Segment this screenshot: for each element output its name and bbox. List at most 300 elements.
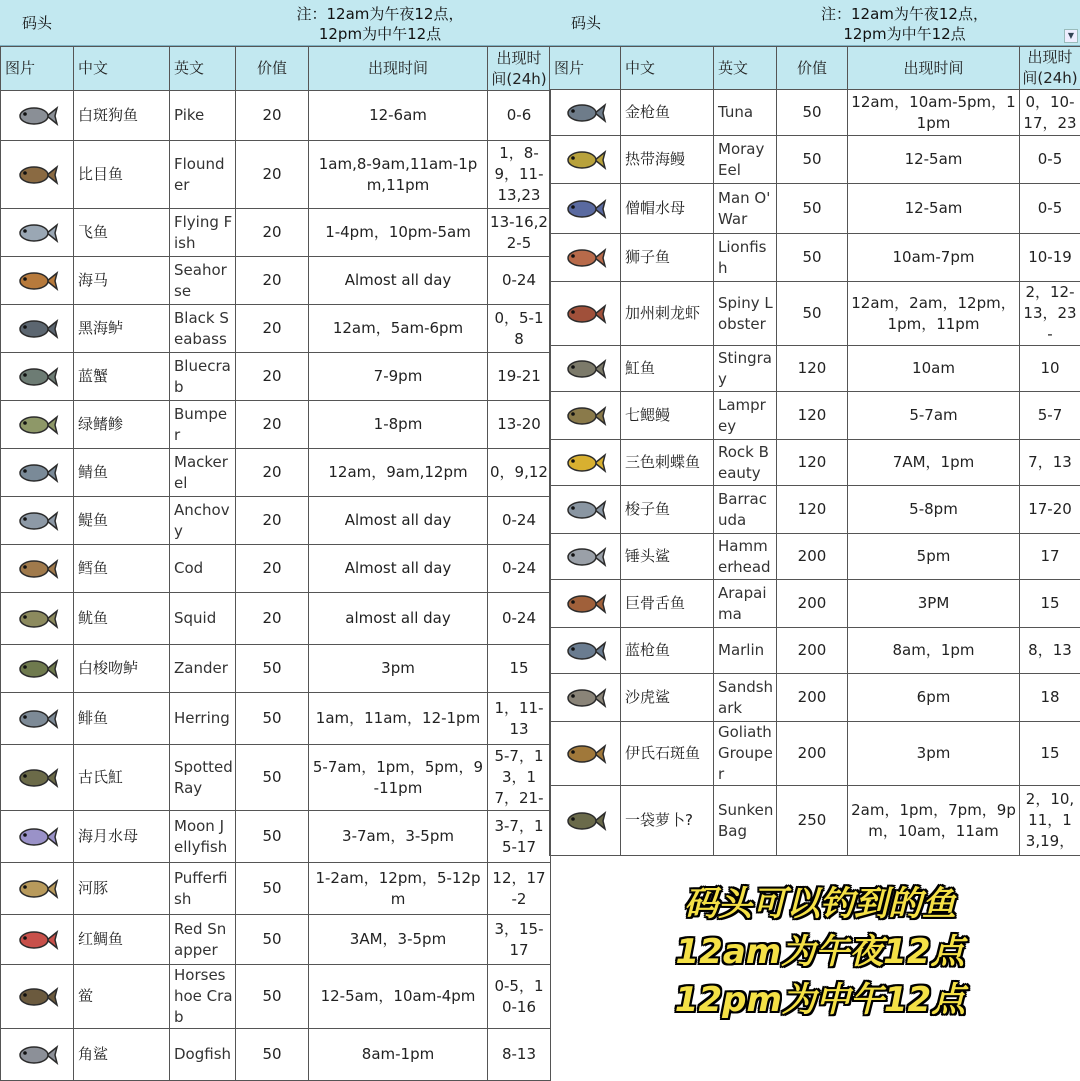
fish-time: 12am，5am-6pm	[309, 305, 488, 353]
fish-value: 120	[777, 440, 848, 486]
fish-value: 120	[777, 392, 848, 440]
fish-value: 120	[777, 346, 848, 392]
fish-time: 3-7am，3-5pm	[309, 811, 488, 863]
fish-name-en: Flying Fish	[170, 209, 236, 257]
fish-value: 200	[777, 674, 848, 722]
table-row	[1, 209, 551, 257]
right-note	[729, 4, 1080, 44]
fish-name-cn: 飞鱼	[74, 209, 170, 257]
fish-name-en: Sandshark	[714, 674, 777, 722]
fish-name-cn: 绿鳍鲹	[74, 401, 170, 449]
right-note-line2: 12pm为中午12点	[729, 24, 1080, 44]
fish-time24: 0-24	[488, 545, 551, 593]
fish-time24: 0-24	[488, 257, 551, 305]
fish-name-en: Lamprey	[714, 392, 777, 440]
fish-image-cell	[550, 486, 621, 534]
fish-name-en: Arapaima	[714, 580, 777, 628]
fish-time24: 1，8-9，11-13,23	[488, 141, 551, 209]
table-row	[1, 545, 551, 593]
fish-name-en: Red Snapper	[170, 915, 236, 965]
fish-time: 12-5am	[848, 136, 1020, 184]
right-fish-table	[549, 46, 1080, 856]
caption-line1: 码头可以钓到的鱼	[560, 880, 1080, 928]
fish-time24: 13-20	[488, 401, 551, 449]
fish-time24: 18	[1020, 674, 1080, 722]
fish-time24: 0，5-18	[488, 305, 551, 353]
table-row	[1, 305, 551, 353]
fish-image-cell	[550, 136, 621, 184]
fish-value: 50	[236, 693, 309, 745]
fish-time: Almost all day	[309, 545, 488, 593]
fish-name-en: Barracuda	[714, 486, 777, 534]
fish-time: 12-5am，10am-4pm	[309, 965, 488, 1029]
fish-time24: 0-6	[488, 91, 551, 141]
fish-name-en: Spiny Lobster	[714, 282, 777, 346]
fish-name-en: Hammerhead	[714, 534, 777, 580]
fish-time: 1-8pm	[309, 401, 488, 449]
fish-value: 20	[236, 593, 309, 645]
table-row	[550, 90, 1080, 136]
fish-value: 20	[236, 497, 309, 545]
caption-overlay	[560, 880, 1080, 1024]
fish-name-cn: 狮子鱼	[621, 234, 714, 282]
table-row	[1, 141, 551, 209]
fish-name-en: Sunken Bag	[714, 786, 777, 856]
left-note-line2: 12pm为中午12点	[210, 24, 550, 44]
fish-value: 50	[777, 136, 848, 184]
fish-value: 50	[236, 811, 309, 863]
fish-name-cn: 巨骨舌鱼	[621, 580, 714, 628]
table-row	[1, 497, 551, 545]
fish-time24: 8-13	[488, 1029, 551, 1081]
fish-time24: 17	[1020, 534, 1080, 580]
fish-name-cn: 鱿鱼	[74, 593, 170, 645]
left-header-row	[1, 47, 551, 91]
right-note-line1: 注：12am为午夜12点，	[729, 4, 1080, 24]
fish-name-en: Pufferfish	[170, 863, 236, 915]
fish-time24: 0-5	[1020, 136, 1080, 184]
fish-name-en: Pike	[170, 91, 236, 141]
table-row	[1, 353, 551, 401]
fish-name-cn: 蓝枪鱼	[621, 628, 714, 674]
fish-time24: 0，10-17，23	[1020, 90, 1080, 136]
fish-name-en: Spotted Ray	[170, 745, 236, 811]
header-time: 出现时间	[848, 47, 1020, 90]
fish-image-cell	[550, 440, 621, 486]
fish-image-cell	[550, 90, 621, 136]
fish-icon	[563, 681, 607, 715]
fish-name-en: Herring	[170, 693, 236, 745]
fish-name-cn: 海月水母	[74, 811, 170, 863]
fish-time24: 3-7，15-17	[488, 811, 551, 863]
fish-time: 3AM，3-5pm	[309, 915, 488, 965]
right-table-body	[550, 90, 1080, 856]
fish-icon	[563, 587, 607, 621]
fish-value: 200	[777, 534, 848, 580]
fish-name-en: Bumper	[170, 401, 236, 449]
left-fish-table	[0, 46, 551, 1081]
fish-name-cn: 白梭吻鲈	[74, 645, 170, 693]
fish-value: 20	[236, 209, 309, 257]
fish-value: 250	[777, 786, 848, 856]
right-header-row	[550, 47, 1080, 90]
fish-name-en: Goliath Grouper	[714, 722, 777, 786]
fish-value: 200	[777, 628, 848, 674]
fish-time: almost all day	[309, 593, 488, 645]
fish-time: 7AM，1pm	[848, 440, 1020, 486]
fish-name-cn: 沙虎鲨	[621, 674, 714, 722]
fish-name-en: Flounder	[170, 141, 236, 209]
fish-icon	[563, 446, 607, 480]
fish-name-cn: 黑海鲈	[74, 305, 170, 353]
header-image: 图片	[1, 47, 74, 91]
fish-value: 50	[236, 915, 309, 965]
fish-time24: 17-20	[1020, 486, 1080, 534]
fish-image-cell	[1, 811, 74, 863]
fish-time: 5-7am，1pm，5pm，9-11pm	[309, 745, 488, 811]
fish-time24: 13-16,22-5	[488, 209, 551, 257]
table-row	[1, 401, 551, 449]
fish-icon	[15, 216, 59, 250]
fish-image-cell	[550, 184, 621, 234]
fish-time24: 3，15-17	[488, 915, 551, 965]
fish-time24: 0-24	[488, 497, 551, 545]
fish-value: 20	[236, 141, 309, 209]
fish-image-cell	[1, 863, 74, 915]
fish-time: 12am，2am，12pm，1pm，11pm	[848, 282, 1020, 346]
fish-time: 1am，11am，12-1pm	[309, 693, 488, 745]
left-title-bar	[0, 0, 550, 46]
fish-icon	[563, 241, 607, 275]
fish-image-cell	[550, 786, 621, 856]
fish-name-en: Dogfish	[170, 1029, 236, 1081]
fish-value: 50	[236, 645, 309, 693]
fish-value: 50	[777, 184, 848, 234]
fish-icon	[15, 408, 59, 442]
table-row	[550, 346, 1080, 392]
fish-value: 20	[236, 353, 309, 401]
fish-icon	[563, 192, 607, 226]
fish-value: 50	[236, 1029, 309, 1081]
fish-name-cn: 红鲷鱼	[74, 915, 170, 965]
fish-icon	[15, 552, 59, 586]
fish-value: 50	[777, 90, 848, 136]
fish-name-cn: 七鳃鳗	[621, 392, 714, 440]
fish-time24: 8，13	[1020, 628, 1080, 674]
fish-time24: 0-24	[488, 593, 551, 645]
right-sheet-title: 码头	[571, 12, 601, 33]
filter-dropdown-icon[interactable]: ▼	[1064, 29, 1078, 43]
header-en: 英文	[714, 47, 777, 90]
fish-image-cell	[1, 745, 74, 811]
fish-time: 5pm	[848, 534, 1020, 580]
fish-time24: 10	[1020, 346, 1080, 392]
fish-name-cn: 角鲨	[74, 1029, 170, 1081]
fish-image-cell	[1, 497, 74, 545]
fish-icon	[15, 158, 59, 192]
fish-name-cn: 加州刺龙虾	[621, 282, 714, 346]
fish-icon	[563, 540, 607, 574]
table-row	[550, 184, 1080, 234]
fish-name-cn: 鲭鱼	[74, 449, 170, 497]
table-row	[1, 257, 551, 305]
fish-time: 5-7am	[848, 392, 1020, 440]
fish-time: 1-4pm，10pm-5am	[309, 209, 488, 257]
fish-name-en: Rock Beauty	[714, 440, 777, 486]
table-row	[1, 915, 551, 965]
fish-value: 120	[777, 486, 848, 534]
header-time24: 出现时间(24h)	[488, 47, 551, 91]
fish-time24: 2，12-13，23-	[1020, 282, 1080, 346]
table-row	[1, 965, 551, 1029]
fish-icon	[15, 652, 59, 686]
fish-icon	[563, 737, 607, 771]
fish-name-en: Anchovy	[170, 497, 236, 545]
fish-name-en: Lionfish	[714, 234, 777, 282]
table-row	[550, 580, 1080, 628]
fish-image-cell	[1, 915, 74, 965]
right-title-bar	[549, 0, 1080, 46]
fish-image-cell	[550, 392, 621, 440]
fish-image-cell	[1, 449, 74, 497]
fish-icon	[563, 399, 607, 433]
table-row	[1, 593, 551, 645]
table-row	[550, 534, 1080, 580]
fish-time: 1-2am，12pm，5-12pm	[309, 863, 488, 915]
fish-name-en: Zander	[170, 645, 236, 693]
fish-name-cn: 古氏魟	[74, 745, 170, 811]
fish-value: 20	[236, 305, 309, 353]
fish-icon	[15, 264, 59, 298]
fish-time24: 2，10,11，13,19，	[1020, 786, 1080, 856]
fish-time24: 1，11-13	[488, 693, 551, 745]
table-row	[550, 722, 1080, 786]
fish-image-cell	[550, 674, 621, 722]
fish-time: 10am-7pm	[848, 234, 1020, 282]
table-row	[550, 392, 1080, 440]
fish-value: 20	[236, 545, 309, 593]
fish-image-cell	[1, 693, 74, 745]
fish-time: 3pm	[848, 722, 1020, 786]
header-en: 英文	[170, 47, 236, 91]
right-sheet	[549, 0, 1080, 856]
fish-image-cell	[1, 545, 74, 593]
fish-icon	[563, 493, 607, 527]
header-image: 图片	[550, 47, 621, 90]
fish-name-cn: 梭子鱼	[621, 486, 714, 534]
fish-name-cn: 伊氏石斑鱼	[621, 722, 714, 786]
fish-name-cn: 魟鱼	[621, 346, 714, 392]
fish-time24: 0-5，10-16	[488, 965, 551, 1029]
fish-time24: 19-21	[488, 353, 551, 401]
fish-image-cell	[550, 628, 621, 674]
fish-time: 12am，10am-5pm，11pm	[848, 90, 1020, 136]
fish-name-cn: 金枪鱼	[621, 90, 714, 136]
fish-image-cell	[550, 722, 621, 786]
fish-name-en: Stingray	[714, 346, 777, 392]
fish-image-cell	[1, 209, 74, 257]
fish-name-en: Man O' War	[714, 184, 777, 234]
fish-name-en: Squid	[170, 593, 236, 645]
fish-name-cn: 鲎	[74, 965, 170, 1029]
left-table-body	[1, 91, 551, 1081]
fish-icon	[15, 504, 59, 538]
fish-time24: 5-7	[1020, 392, 1080, 440]
fish-time: 5-8pm	[848, 486, 1020, 534]
table-row	[550, 674, 1080, 722]
fish-icon	[15, 99, 59, 133]
table-row	[1, 745, 551, 811]
fish-name-cn: 白斑狗鱼	[74, 91, 170, 141]
table-row	[1, 693, 551, 745]
left-sheet-title: 码头	[22, 12, 52, 33]
fish-name-en: Marlin	[714, 628, 777, 674]
fish-name-en: Tuna	[714, 90, 777, 136]
fish-value: 20	[236, 257, 309, 305]
header-cn: 中文	[74, 47, 170, 91]
fish-image-cell	[1, 305, 74, 353]
fish-image-cell	[550, 534, 621, 580]
fish-name-en: Moon Jellyfish	[170, 811, 236, 863]
fish-image-cell	[1, 141, 74, 209]
fish-icon	[563, 634, 607, 668]
table-row	[550, 234, 1080, 282]
table-row	[550, 440, 1080, 486]
fish-value: 50	[236, 863, 309, 915]
fish-name-cn: 河豚	[74, 863, 170, 915]
fish-image-cell	[1, 593, 74, 645]
fish-value: 50	[236, 965, 309, 1029]
table-row	[1, 863, 551, 915]
fish-icon	[15, 761, 59, 795]
fish-name-cn: 比目鱼	[74, 141, 170, 209]
fish-name-en: Bluecrab	[170, 353, 236, 401]
fish-value: 50	[236, 745, 309, 811]
table-row	[1, 449, 551, 497]
fish-name-cn: 热带海鳗	[621, 136, 714, 184]
fish-time: Almost all day	[309, 497, 488, 545]
fish-time24: 5-7，13，17，21-	[488, 745, 551, 811]
fish-name-cn: 三色刺蝶鱼	[621, 440, 714, 486]
fish-time24: 15	[1020, 722, 1080, 786]
fish-image-cell	[550, 580, 621, 628]
table-row	[550, 786, 1080, 856]
fish-time24: 7，13	[1020, 440, 1080, 486]
header-time: 出现时间	[309, 47, 488, 91]
fish-icon	[15, 456, 59, 490]
fish-time24: 0-5	[1020, 184, 1080, 234]
table-row	[1, 1029, 551, 1081]
fish-time: 8am-1pm	[309, 1029, 488, 1081]
table-row	[1, 645, 551, 693]
fish-time: 12-6am	[309, 91, 488, 141]
fish-time: 6pm	[848, 674, 1020, 722]
left-note-line1: 注：12am为午夜12点，	[210, 4, 550, 24]
fish-image-cell	[550, 234, 621, 282]
header-time24: 出现时间(24h)	[1020, 47, 1080, 90]
fish-name-cn: 海马	[74, 257, 170, 305]
fish-value: 200	[777, 722, 848, 786]
fish-name-cn: 鲱鱼	[74, 693, 170, 745]
fish-image-cell	[550, 282, 621, 346]
fish-time24: 12，17-2	[488, 863, 551, 915]
fish-time: Almost all day	[309, 257, 488, 305]
fish-icon	[15, 820, 59, 854]
fish-image-cell	[1, 965, 74, 1029]
table-row	[550, 486, 1080, 534]
fish-time: 12-5am	[848, 184, 1020, 234]
fish-value: 20	[236, 401, 309, 449]
table-row	[1, 91, 551, 141]
fish-name-cn: 鳀鱼	[74, 497, 170, 545]
fish-icon	[563, 143, 607, 177]
fish-image-cell	[1, 353, 74, 401]
fish-name-en: Seahorse	[170, 257, 236, 305]
fish-icon	[563, 352, 607, 386]
fish-image-cell	[550, 346, 621, 392]
fish-icon	[15, 923, 59, 957]
header-value: 价值	[777, 47, 848, 90]
fish-icon	[15, 702, 59, 736]
fish-time: 2am，1pm，7pm，9pm，10am，11am	[848, 786, 1020, 856]
fish-value: 20	[236, 91, 309, 141]
fish-value: 50	[777, 282, 848, 346]
fish-time: 8am，1pm	[848, 628, 1020, 674]
fish-image-cell	[1, 91, 74, 141]
fish-value: 50	[777, 234, 848, 282]
fish-time24: 15	[1020, 580, 1080, 628]
fish-image-cell	[1, 401, 74, 449]
table-row	[550, 282, 1080, 346]
caption-line3: 12pm为中午12点	[560, 976, 1080, 1024]
fish-icon	[563, 297, 607, 331]
fish-icon	[15, 980, 59, 1014]
fish-time: 12am，9am,12pm	[309, 449, 488, 497]
table-row	[550, 628, 1080, 674]
fish-image-cell	[1, 1029, 74, 1081]
fish-icon	[15, 1038, 59, 1072]
fish-time: 3PM	[848, 580, 1020, 628]
fish-icon	[15, 312, 59, 346]
fish-icon	[563, 804, 607, 838]
table-row	[1, 811, 551, 863]
header-cn: 中文	[621, 47, 714, 90]
fish-icon	[563, 96, 607, 130]
fish-image-cell	[1, 257, 74, 305]
fish-value: 200	[777, 580, 848, 628]
fish-icon	[15, 872, 59, 906]
fish-name-en: Black Seabass	[170, 305, 236, 353]
fish-icon	[15, 360, 59, 394]
fish-time: 10am	[848, 346, 1020, 392]
fish-time24: 15	[488, 645, 551, 693]
fish-name-cn: 锤头鲨	[621, 534, 714, 580]
fish-name-cn: 蓝蟹	[74, 353, 170, 401]
fish-name-en: Cod	[170, 545, 236, 593]
left-note	[210, 4, 550, 44]
fish-time24: 10-19	[1020, 234, 1080, 282]
table-row	[550, 136, 1080, 184]
fish-time: 1am,8-9am,11am-1pm,11pm	[309, 141, 488, 209]
fish-time: 7-9pm	[309, 353, 488, 401]
fish-name-cn: 鳕鱼	[74, 545, 170, 593]
fish-name-en: Horseshoe Crab	[170, 965, 236, 1029]
fish-name-en: Mackerel	[170, 449, 236, 497]
fish-image-cell	[1, 645, 74, 693]
fish-time: 3pm	[309, 645, 488, 693]
fish-name-en: Moray Eel	[714, 136, 777, 184]
fish-time24: 0，9,12	[488, 449, 551, 497]
